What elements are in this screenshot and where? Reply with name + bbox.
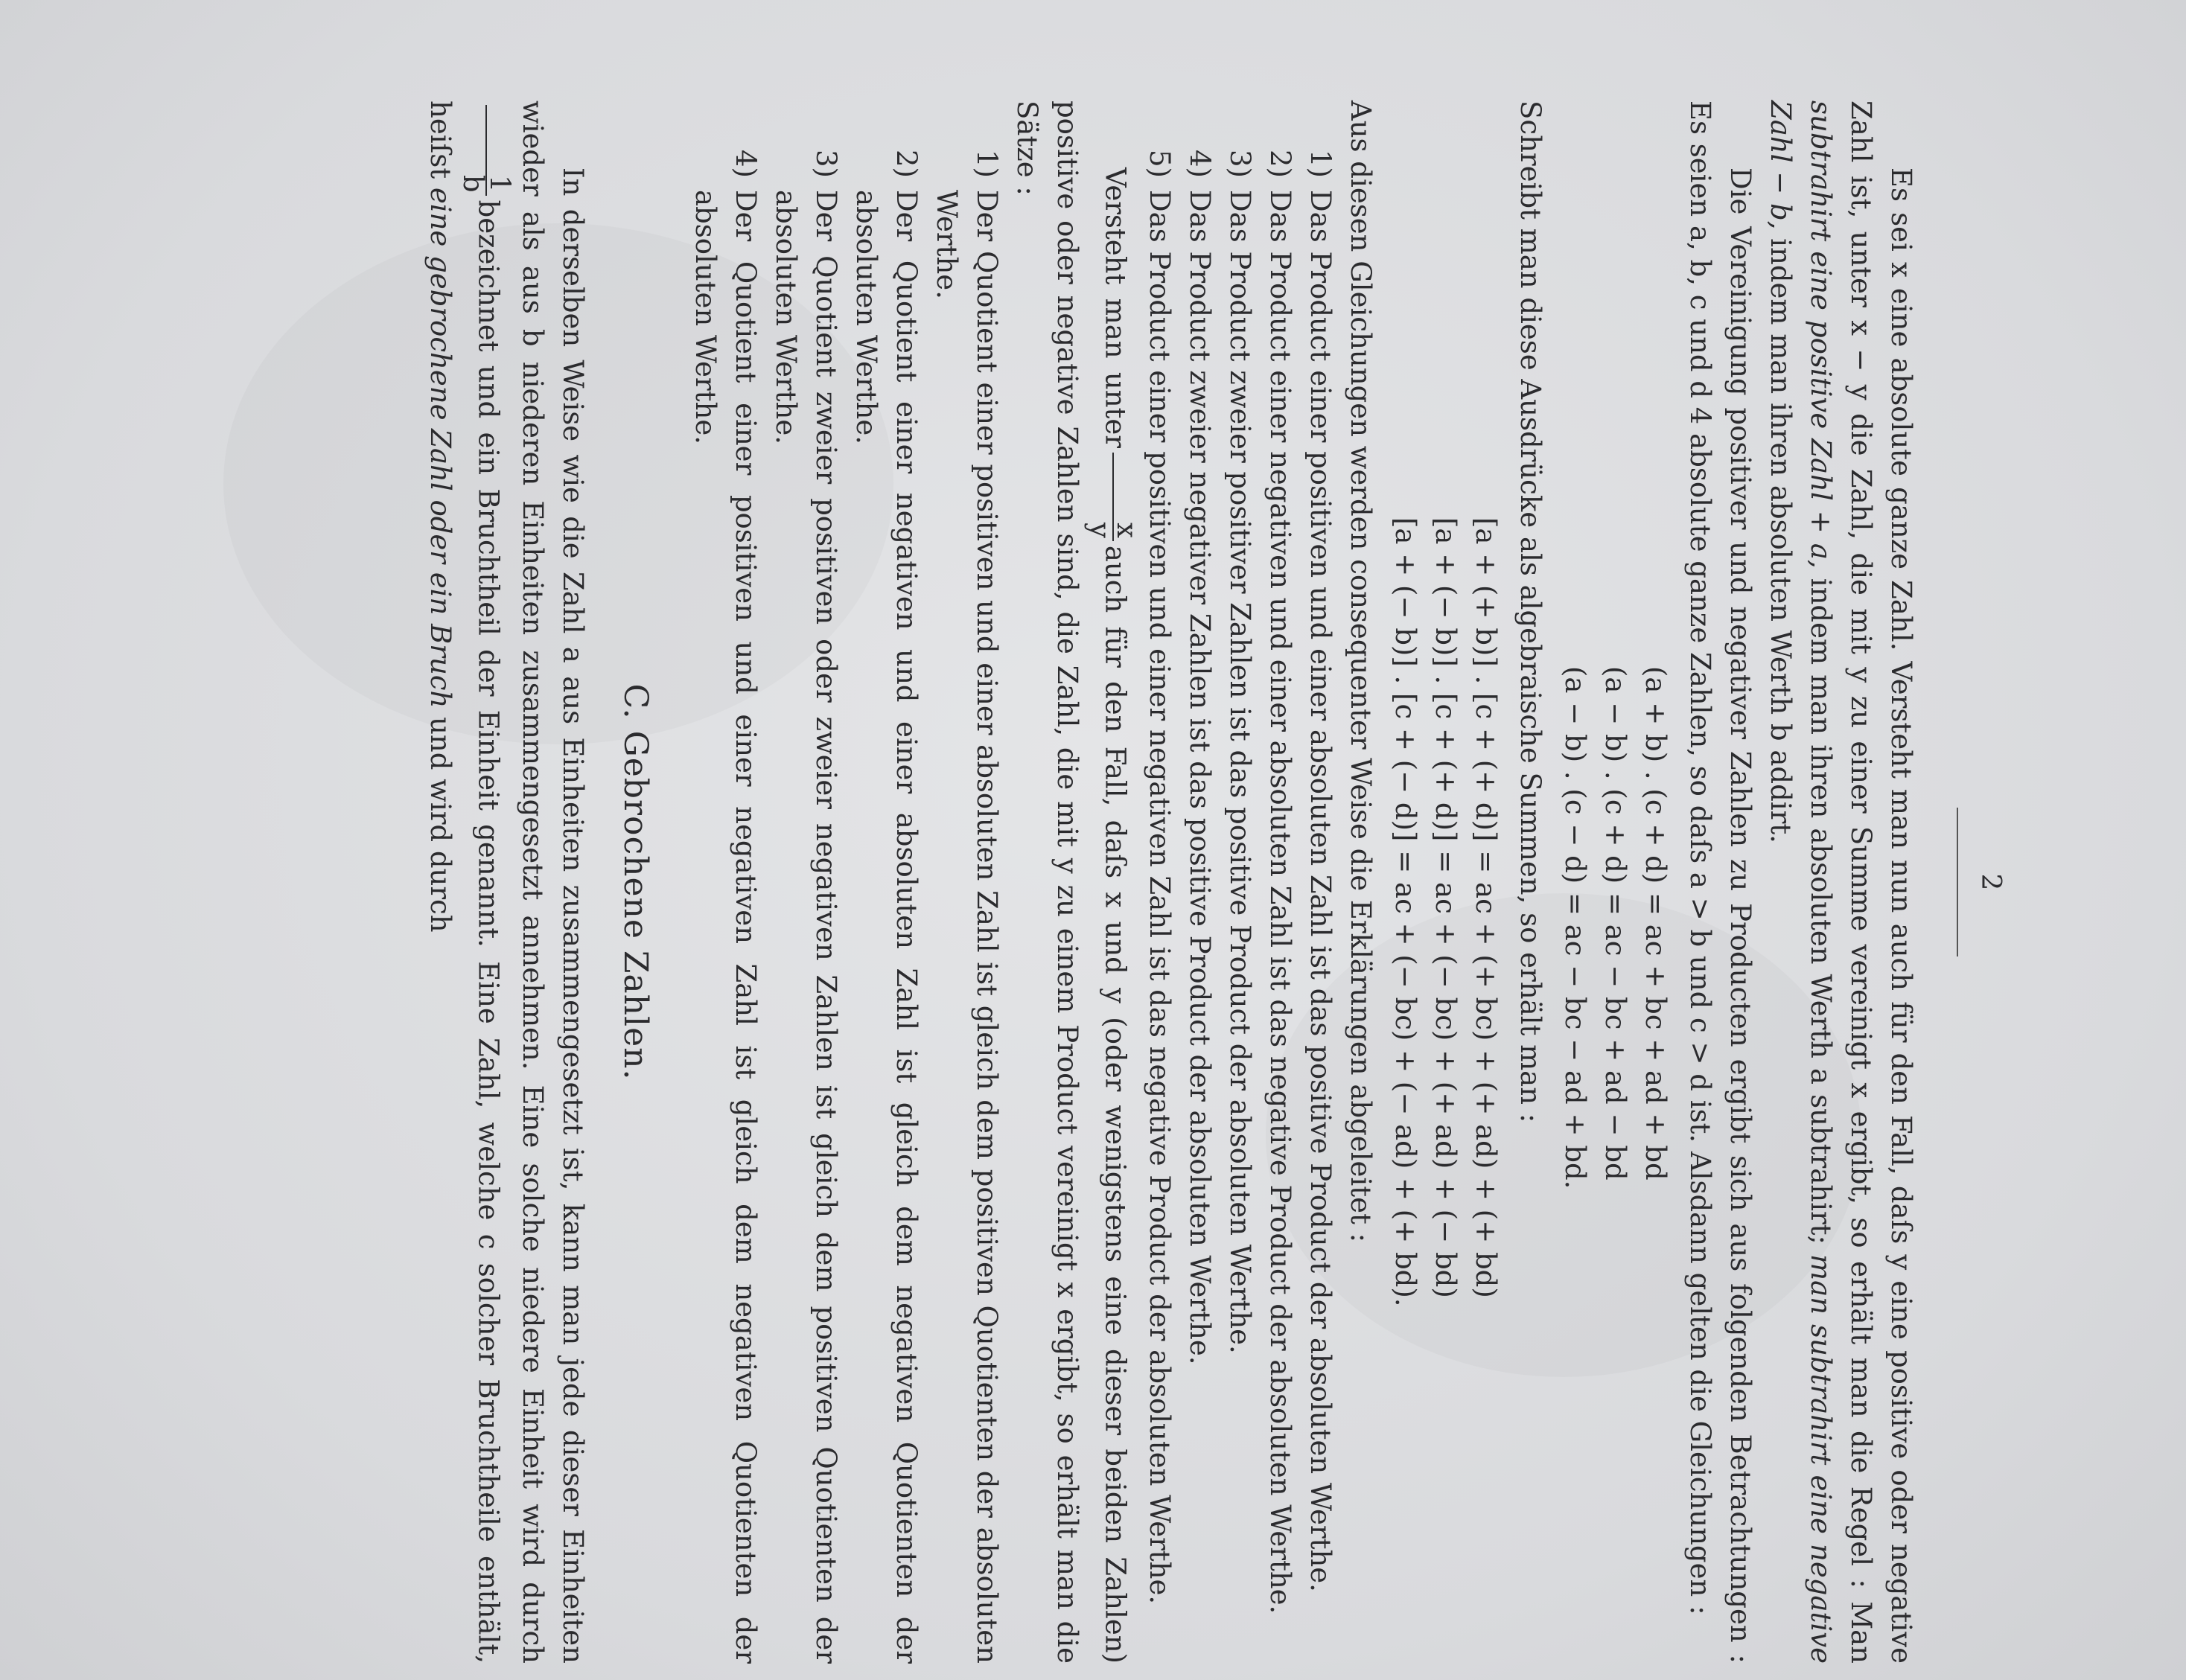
item-text: Das Product zweier positiver Zahlen ist das positive Product der absoluten Werthe. — [1224, 190, 1256, 1354]
page-number: 2 — [1975, 873, 2006, 891]
text-run: auch für den Fall, daſs x und y (oder wenigstens eine dieser beiden Zahlen) positive oder negative Zahlen sind, die Zahl, die mit y zu einem Product vereinigt x ergibt, so erhält man die Sätze : — [1011, 100, 1132, 1664]
fraction-numerator: x — [1112, 453, 1139, 541]
page-body — [420, 100, 1921, 1664]
list-item — [846, 100, 926, 1664]
fraction-numerator: 1 — [485, 105, 512, 196]
item-number: 3) — [810, 150, 842, 178]
header-rule — [1957, 808, 1958, 956]
quotient-rules-list — [685, 100, 1007, 1664]
item-text: Der Quotient einer negativen und einer absoluten Zahl ist gleich dem negativen Quotienten der absoluten Werthe. — [850, 190, 922, 1664]
product-rules-list — [1139, 100, 1340, 1664]
section-heading: C. Gebrochene Zahlen. — [616, 683, 654, 1081]
paragraph-algebraic-sums: Schreibt man diese Ausdrücke als algebraische Summen, so erhält man : — [1514, 100, 1546, 1123]
text-run: indem man ihren absoluten Werth a subtrahirt; — [1805, 568, 1837, 1255]
item-number: 1) — [971, 150, 1003, 178]
fraction-one-over-b — [457, 105, 516, 196]
paragraph-quotient-def — [1007, 100, 1143, 1664]
list-item — [1300, 100, 1340, 1664]
paragraph-products-intro: Die Vereinigung positiver und negativer Zahlen zu Producten ergibt sich aus folgenden Betrachtungen : Es seien a, b, c und d 4 absolute ganze Zahlen, so daſs a > b und c > d ist. Alsdann gelten die Gleichungen : — [1684, 100, 1756, 1664]
item-number: 5) — [1144, 150, 1176, 178]
fraction-denominator: y — [1084, 522, 1116, 538]
item-text: Der Quotient zweier positiven oder zweier negativen Zahlen ist gleich dem positiven Quotienten der absoluten Werthe. — [770, 190, 842, 1664]
item-number: 4) — [1184, 150, 1216, 178]
list-item — [1179, 100, 1220, 1664]
item-number: 1) — [1304, 150, 1336, 178]
item-text: Das Product einer negativen und einer absoluten Zahl ist das negative Product der absoluten Werthe. — [1264, 190, 1296, 1614]
equation-block-2 — [1385, 100, 1505, 1664]
fraction-x-over-y — [1084, 453, 1143, 541]
fraction-denominator: b — [457, 174, 489, 193]
text-run: und wird durch — [424, 708, 456, 933]
item-text: Der Quotient einer positiven und einer negativen Zahl ist gleich dem negativen Quotienten der absoluten Werthe. — [689, 190, 762, 1664]
equation: (a + b) . (c + d) = ac + bc + ad + bd — [1640, 666, 1672, 1181]
equation: (a − b) . (c + d) = ac − bc + ad − bd — [1599, 666, 1631, 1181]
item-text: Das Product zweier negativer Zahlen ist das positive Product der absoluten Werthe. — [1184, 190, 1216, 1365]
italic-run: man subtrahirt eine negative Zahl − b, — [1765, 100, 1837, 1664]
equation: (a − b) . (c − d) = ac − bc − ad + bd. — [1559, 666, 1591, 1189]
italic-run: eine gebrochene Zahl oder ein Bruch — [424, 187, 456, 709]
text-run: indem man ihren absoluten Werth b addirt. — [1765, 229, 1797, 843]
equation: [a + (− b)] . [c + (− d)] = ac + (− bc) + (− ad) + (+ bd). — [1389, 517, 1421, 1307]
document-page — [74, 100, 2010, 1664]
paragraph-subtraction — [1760, 100, 1921, 1664]
text-run: Es sei x eine absolute ganze Zahl. Versteht man nun auch für den Fall, daſs y eine positive oder negative Zahl ist, unter x − y die Zahl, die mit y zu einer Summe vereinigt x ergibt, so erhält man die Regel : Man — [1845, 100, 1917, 1664]
text-run: In derselben Weise wie die Zahl a aus Einheiten zusammengesetzt ist, kann man jede dieser Einheiten wieder als aus b niederen Einheiten zusammengesetzt annehmen. Eine solche niedere Einheit wird durch — [517, 100, 589, 1664]
list-item — [926, 100, 1007, 1664]
equation-block-1 — [1555, 100, 1675, 1664]
item-text: Das Product einer positiven und einer negativen Zahl ist das negative Product der absoluten Werthe. — [1144, 190, 1176, 1605]
list-item — [1260, 100, 1300, 1664]
item-number: 3) — [1224, 150, 1256, 178]
list-item — [685, 100, 765, 1664]
text-run: Versteht man unter — [1099, 167, 1132, 448]
item-text: Das Product einer positiven und einer absoluten Zahl ist das positive Product der absoluten Werthe. — [1304, 190, 1336, 1592]
item-number: 2) — [1264, 150, 1296, 178]
list-item — [1139, 100, 1179, 1664]
paragraph-derivation: Aus diesen Gleichungen werden consequenter Weise die Erklärungen abgeleitet : — [1345, 100, 1377, 1243]
paragraph-fractions — [420, 100, 593, 1664]
equation: [a + (+ b)] . [c + (+ d)] = ac + (+ bc) + (+ ad) + (+ bd) — [1470, 517, 1502, 1298]
item-number: 4) — [730, 150, 762, 178]
item-number: 2) — [890, 150, 922, 178]
item-text: Der Quotient einer positiven und einer absoluten Zahl ist gleich dem positiven Quotienten der absoluten Werthe. — [931, 190, 1003, 1664]
text-run: bezeichnet und ein Bruchtheil der Einheit genannt. Eine Zahl, welche c solcher Bruchtheile enthält, heiſst — [424, 100, 505, 1664]
list-item — [765, 100, 846, 1664]
equation: [a + (− b)] . [c + (+ d)] = ac + (− bc) + (+ ad) + (− bd) — [1430, 517, 1462, 1298]
italic-run: subtrahirt eine positive Zahl + a, — [1805, 100, 1837, 569]
list-item — [1220, 100, 1260, 1664]
